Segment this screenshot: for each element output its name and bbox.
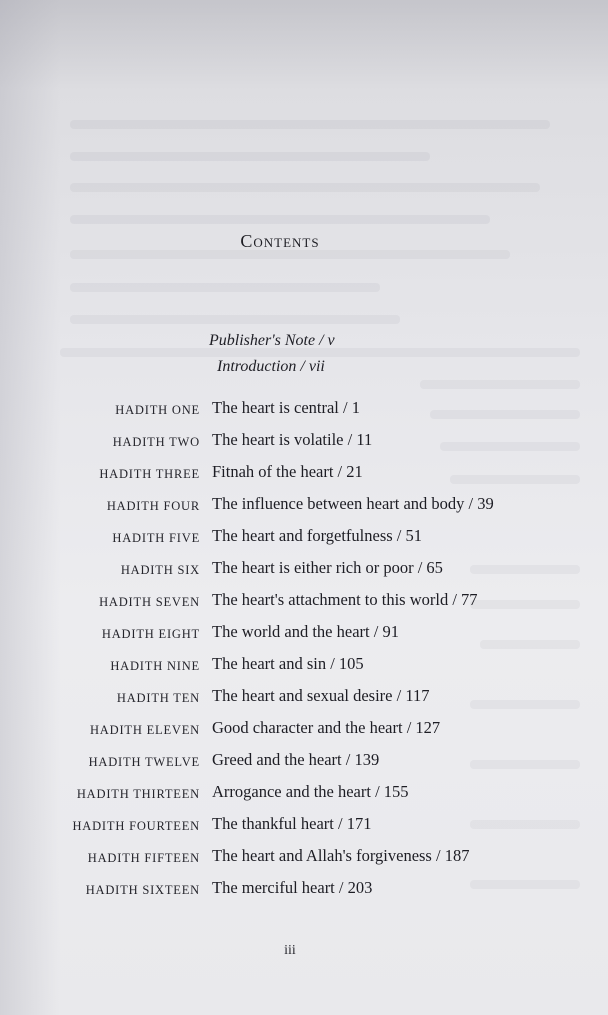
contents-row — [0, 814, 608, 842]
chapter-label: HADITH SEVEN — [99, 595, 200, 609]
chapter-title: Fitnah of the heart / 21 — [212, 462, 363, 481]
chapter-label: HADITH FIVE — [112, 531, 200, 545]
contents-row — [0, 590, 608, 618]
chapter-title: The heart is either rich or poor / 65 — [212, 558, 443, 577]
chapter-title: The heart's attachment to this world / 77 — [212, 590, 478, 609]
chapter-label: HADITH FOUR — [106, 499, 200, 513]
contents-row — [0, 750, 608, 778]
contents-row — [0, 622, 608, 650]
chapter-label: HADITH ONE — [115, 403, 200, 417]
page-shadow-top — [0, 0, 608, 90]
chapter-label: HADITH EIGHT — [101, 627, 200, 641]
chapter-label: HADITH TWELVE — [88, 755, 200, 769]
contents-row — [0, 398, 608, 426]
chapter-label: HADITH NINE — [110, 659, 200, 673]
chapter-title: Good character and the heart / 127 — [212, 718, 441, 737]
contents-row — [0, 462, 608, 490]
chapter-label: HADITH TWO — [112, 435, 200, 449]
chapter-title: The heart and Allah's forgiveness / 187 — [212, 846, 470, 865]
chapter-title: The heart is central / 1 — [212, 398, 360, 417]
contents-row — [0, 494, 608, 522]
page-number: iii — [284, 943, 296, 958]
chapter-title: The thankful heart / 171 — [212, 814, 372, 833]
chapter-title: The heart and sexual desire / 117 — [212, 686, 430, 705]
publishers-note-entry: Publisher's Note / v — [209, 332, 335, 349]
chapter-label: HADITH SIX — [120, 563, 200, 577]
chapter-title: The influence between heart and body / 39 — [212, 494, 494, 513]
contents-row — [0, 686, 608, 714]
chapter-title: The heart is volatile / 11 — [212, 430, 373, 449]
contents-row — [0, 654, 608, 682]
chapter-title: The merciful heart / 203 — [212, 878, 373, 897]
chapter-label: HADITH FOURTEEN — [72, 819, 200, 833]
contents-row — [0, 878, 608, 906]
introduction-entry: Introduction / vii — [217, 358, 325, 375]
chapter-title: The heart and sin / 105 — [212, 654, 364, 673]
chapter-title: The heart and forgetfulness / 51 — [212, 526, 423, 545]
page-title: Contents — [240, 231, 320, 251]
contents-row — [0, 718, 608, 746]
chapter-label: HADITH FIFTEEN — [87, 851, 200, 865]
contents-row — [0, 782, 608, 810]
chapter-title: Arrogance and the heart / 155 — [212, 782, 409, 801]
contents-row — [0, 846, 608, 874]
chapter-label: HADITH THREE — [99, 467, 200, 481]
chapter-label: HADITH TEN — [116, 691, 200, 705]
contents-row — [0, 526, 608, 554]
chapter-label: HADITH ELEVEN — [89, 723, 200, 737]
chapter-title: Greed and the heart / 139 — [212, 750, 380, 769]
contents-row — [0, 430, 608, 458]
chapter-label: HADITH THIRTEEN — [76, 787, 200, 801]
chapter-label: HADITH SIXTEEN — [85, 883, 200, 897]
chapter-title: The world and the heart / 91 — [212, 622, 399, 641]
contents-row — [0, 558, 608, 586]
